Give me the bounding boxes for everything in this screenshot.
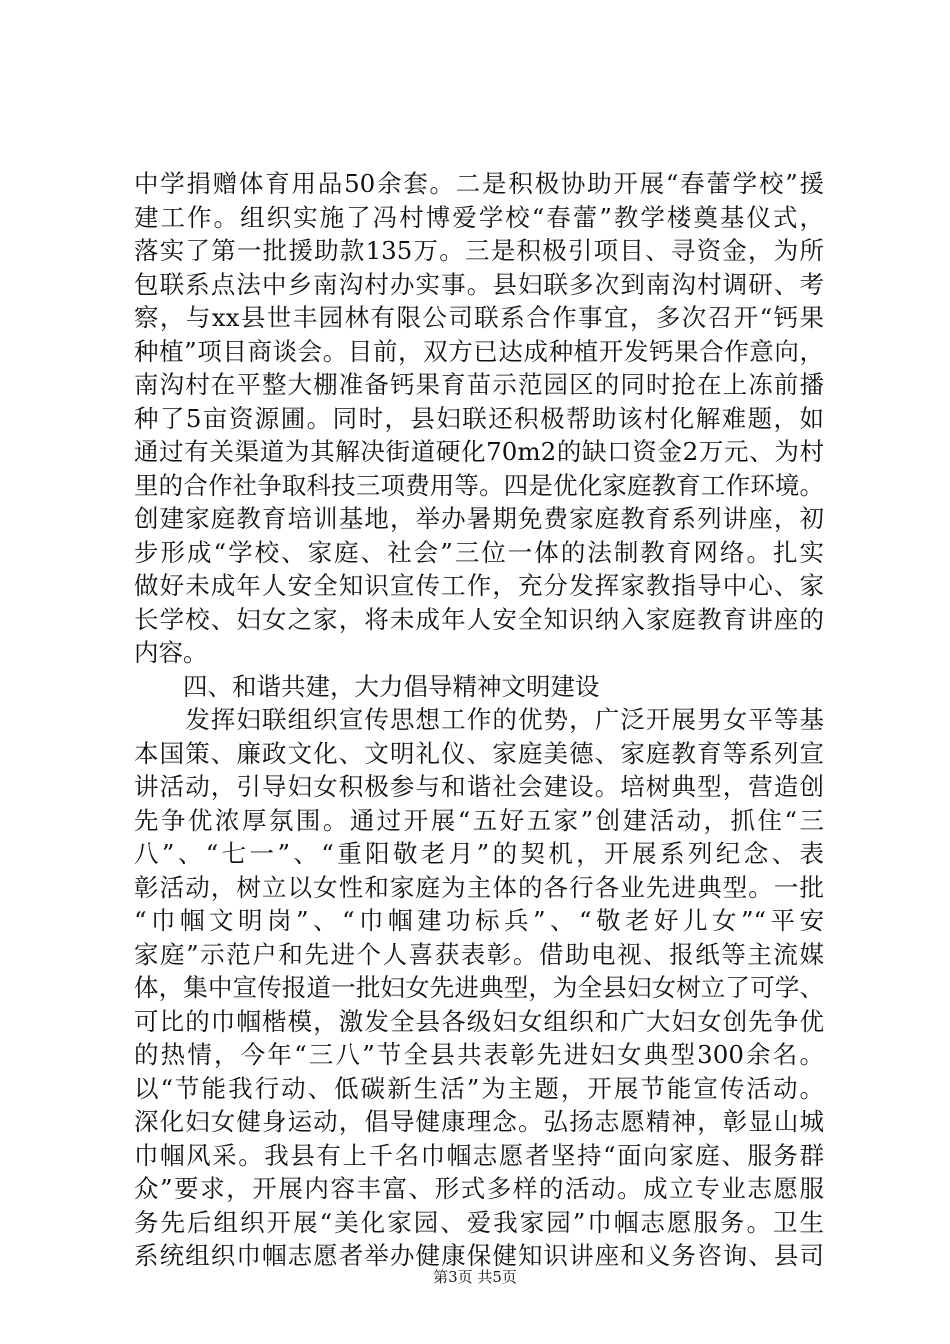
text-line: 发挥妇联组织宣传思想工作的优势，广泛开展男女平等基 [134,705,824,734]
text-line: 中学捐赠体育用品50余套。二是积极协助开展“春蕾学校”援 [134,169,824,198]
text-line: 包联系点法中乡南沟村办实事。县妇联多次到南沟村调研、考 [134,269,824,299]
text-line: 察，与xx县世丰园林有限公司联系合作事宜，多次召开“钙果 [134,303,824,332]
text-line: 可比的巾帼楷模，激发全县各级妇女组织和广大妇女创先争优 [134,1006,824,1036]
text-line: 彰活动，树立以女性和家庭为主体的各行各业先进典型。一批 [134,872,824,902]
text-line: 以“节能我行动、低碳新生活”为主题，开展节能宣传活动。 [134,1073,824,1103]
text-line: 深化妇女健身运动，倡导健康理念。弘扬志愿精神，彰显山城 [134,1107,824,1136]
text-line: “巾帼文明岗”、“巾帼建功标兵”、“敬老好儿女”“平安 [134,906,824,935]
text-line: 建工作。组织实施了冯村博爱学校“春蕾”教学楼奠基仪式， [134,202,824,232]
text-line: 讲活动，引导妇女积极参与和谐社会建设。培树典型，营造创 [134,772,824,801]
text-line: 的热情，今年“三八”节全县共表彰先进妇女典型300余名。 [134,1040,824,1069]
text-line: 本国策、廉政文化、文明礼仪、家庭美德、家庭教育等系列宣 [134,738,824,768]
page-number-footer: 第3页 共5页 [433,1268,517,1286]
text-line: 南沟村在平整大棚准备钙果育苗示范园区的同时抢在上冻前播 [134,370,824,399]
paragraph-end-line: 内容。 [134,638,208,667]
text-line: 众”要求，开展内容丰富、形式多样的活动。成立专业志愿服 [134,1174,824,1203]
text-line: 种植”项目商谈会。目前，双方已达成种植开发钙果合作意向， [134,336,824,366]
text-line: 里的合作社争取科技三项费用等。四是优化家庭教育工作环境。 [134,470,824,500]
section-heading: 四、和谐共建，大力倡导精神文明建设 [134,671,600,701]
text-line: 先争优浓厚氛围。通过开展“五好五家”创建活动，抓住“三 [134,805,824,835]
text-line: 八”、“七一”、“重阳敬老月”的契机，开展系列纪念、表 [134,839,824,868]
text-line: 步形成“学校、家庭、社会”三位一体的法制教育网络。扎实 [134,537,824,567]
text-line: 做好未成年人安全知识宣传工作，充分发挥家教指导中心、家 [134,571,824,600]
text-line: 家庭”示范户和先进个人喜获表彰。借助电视、报纸等主流媒 [134,939,824,969]
text-line: 巾帼风采。我县有上千名巾帼志愿者坚持“面向家庭、服务群 [134,1140,824,1170]
text-line: 体，集中宣传报道一批妇女先进典型，为全县妇女树立了可学、 [134,973,824,1002]
text-line: 种了5亩资源圃。同时，县妇联还积极帮助该村化解难题，如 [134,403,824,433]
text-line: 系统组织巾帼志愿者举办健康保健知识讲座和义务咨询、县司 [134,1241,824,1270]
text-line: 通过有关渠道为其解决街道硬化70m2的缺口资金2万元、为村 [134,437,824,466]
text-line: 长学校、妇女之家，将未成年人安全知识纳入家庭教育讲座的 [134,604,824,634]
text-line: 创建家庭教育培训基地，举办暑期免费家庭教育系列讲座，初 [134,504,824,533]
body-text [134,167,824,1273]
text-line: 务先后组织开展“美化家园、爱我家园”巾帼志愿服务。卫生 [134,1207,824,1237]
text-line: 落实了第一批援助款135万。三是积极引项目、寻资金，为所 [134,236,824,265]
